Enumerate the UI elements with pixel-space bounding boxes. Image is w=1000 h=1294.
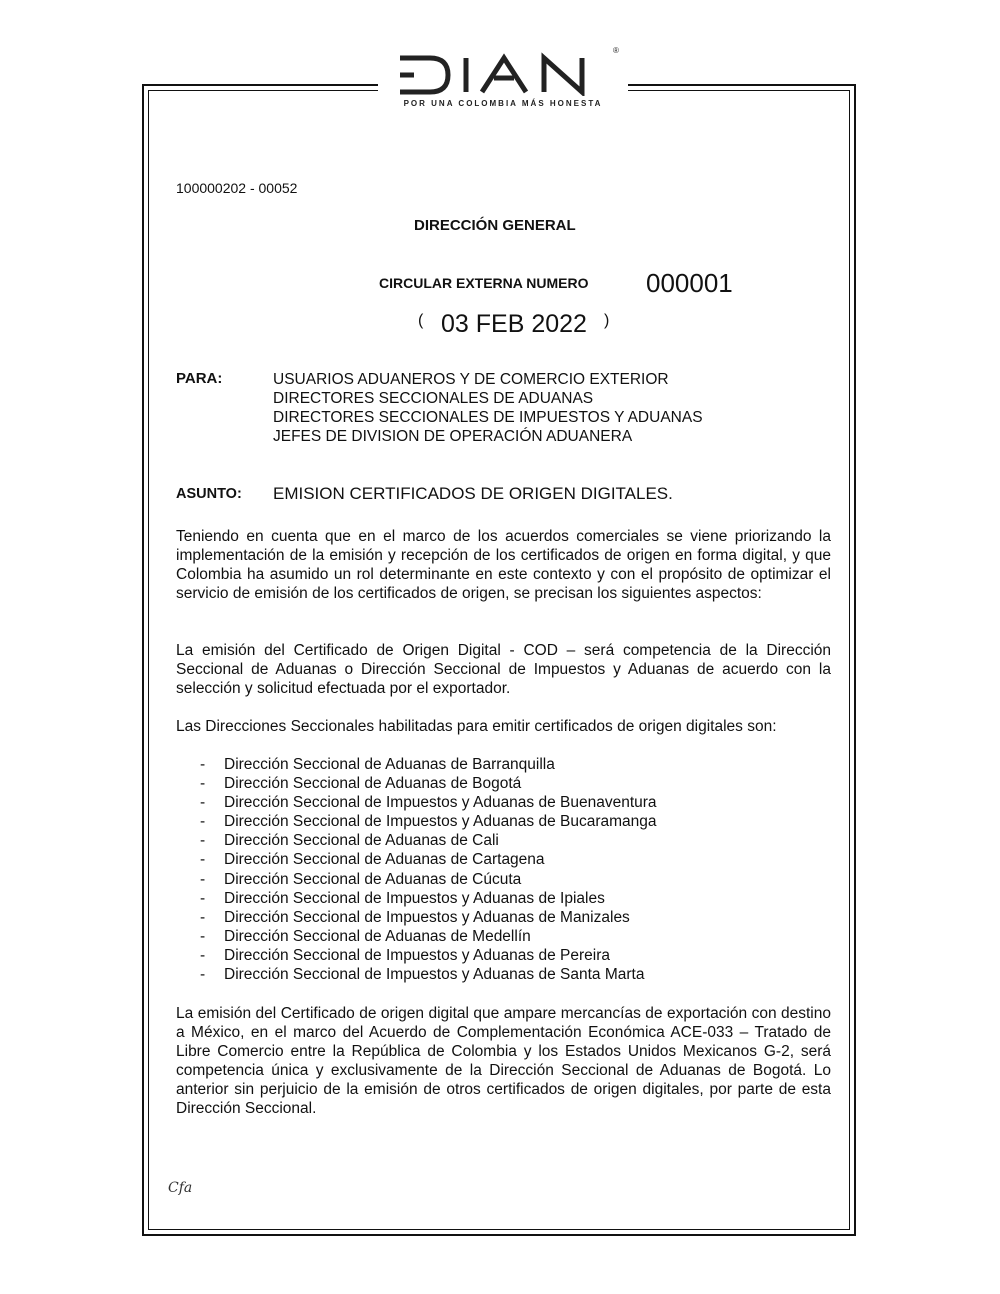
recipient-line: DIRECTORES SECCIONALES DE IMPUESTOS Y ADUANAS [273,409,703,426]
body-paragraph-competence: La emisión del Certificado de Origen Digital - COD – será competencia de la Dirección Seccional de Aduanas o Dirección Seccional de Impuestos y Aduanas de acuerdo con la selección y solicitud efectuada por el exportador. [176,642,831,697]
circular-number: 000001 [646,268,733,298]
office-name: Dirección Seccional de Aduanas de Barranquilla [224,756,555,773]
circular-label: CIRCULAR EXTERNA NUMERO [379,275,589,291]
list-bullet: - [200,832,206,850]
list-item [200,965,657,984]
date-paren-open: ( [418,312,424,329]
subject-label: ASUNTO: [176,486,242,502]
list-item [200,812,657,831]
date-paren-close: ) [604,312,610,329]
list-bullet: - [200,756,206,773]
body-paragraph-context: Teniendo en cuenta que en el marco de los acuerdos comerciales se viene priorizando la implementación de la emisión y recepción de los certificados de origen en forma digital, y que Colombia ha asumido un rol determinante en este contexto y con el propósito de optimizar el servicio de emisión de los certificados de origen, se precisan los siguientes aspectos: [176,528,831,602]
office-name: Dirección Seccional de Impuestos y Aduanas de Pereira [224,946,610,964]
recipient-line: DIRECTORES SECCIONALES DE ADUANAS [273,390,594,407]
list-bullet: - [200,794,206,812]
handwritten-initials: Cfa [168,1180,193,1196]
list-item [200,831,657,850]
list-item [200,870,657,889]
list-item [200,889,657,908]
body-paragraph-offices-intro: Las Direcciones Seccionales habilitadas para emitir certificados de origen digitales son: [176,718,777,735]
list-item [200,908,657,927]
list-item [200,946,657,965]
offices-list [200,755,657,984]
subject-text: EMISION CERTIFICADOS DE ORIGEN DIGITALES. [273,484,673,503]
recipients-list [273,370,703,446]
circular-date: 03 FEB 2022 [441,310,587,338]
registered-mark: ® [613,46,619,55]
list-item [200,850,657,869]
list-bullet: - [200,870,206,888]
logo-tagline: POR UNA COLOMBIA MÁS HONESTA [403,99,603,108]
dian-wordmark-icon [396,50,610,96]
list-item [200,755,657,774]
recipient-line: USUARIOS ADUANEROS Y DE COMERCIO EXTERIOR [273,371,669,388]
list-bullet: - [200,927,206,945]
list-bullet: - [200,946,206,964]
recipients-label: PARA: [176,370,223,387]
office-name: Dirección Seccional de Aduanas de Medellín [224,927,531,945]
issuing-direction: DIRECCIÓN GENERAL [414,217,576,234]
recipient-line: JEFES DE DIVISION DE OPERACIÓN ADUANERA [273,428,633,445]
office-name: Dirección Seccional de Impuestos y Aduanas de Manizales [224,908,630,926]
office-name: Dirección Seccional de Aduanas de Cartagena [224,851,545,869]
list-bullet: - [200,813,206,831]
reference-number: 100000202 - 00052 [176,180,298,196]
list-bullet: - [200,851,206,869]
office-name: Dirección Seccional de Impuestos y Aduanas de Ipiales [224,889,605,907]
list-bullet: - [200,966,206,984]
list-item [200,774,657,793]
list-bullet: - [200,775,206,793]
dian-logo [378,44,628,114]
list-bullet: - [200,908,206,926]
list-item [200,793,657,812]
office-name: Dirección Seccional de Impuestos y Aduanas de Santa Marta [224,966,645,984]
office-name: Dirección Seccional de Aduanas de Bogotá [224,775,522,793]
office-name: Dirección Seccional de Aduanas de Cali [224,832,499,850]
office-name: Dirección Seccional de Aduanas de Cúcuta [224,870,522,888]
office-name: Dirección Seccional de Impuestos y Aduanas de Buenaventura [224,794,657,812]
body-paragraph-mexico: La emisión del Certificado de origen digital que ampare mercancías de exportación con destino a México, en el marco del Acuerdo de Complementación Económica ACE-033 – Tratado de Libre Comercio entre la República de Colombia y los Estados Unidos Mexicanos G-2, será competencia única y exclusivamente de la Dirección Seccional de Aduanas de Bogotá. Lo anterior sin perjuicio de la emisión de otros certificados de origen digitales, por parte de esta Dirección Seccional. [176,1005,831,1117]
list-item [200,927,657,946]
list-bullet: - [200,889,206,907]
office-name: Dirección Seccional de Impuestos y Aduanas de Bucaramanga [224,813,657,831]
